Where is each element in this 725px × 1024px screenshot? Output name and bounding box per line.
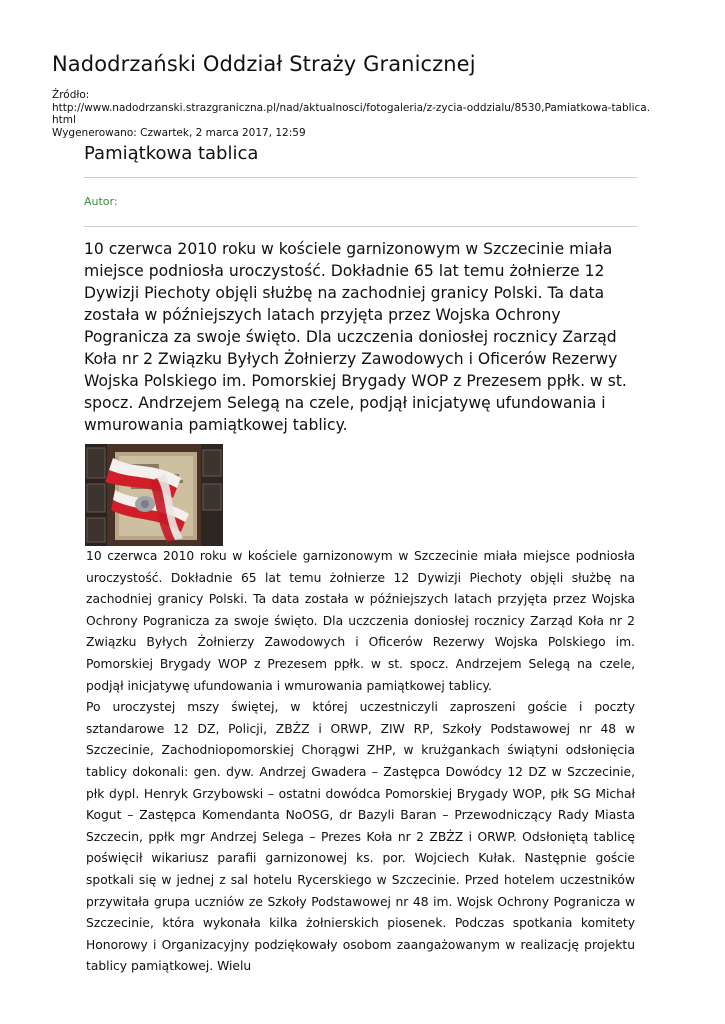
article-body xyxy=(86,546,635,978)
plaque-photo-graphic xyxy=(85,444,223,546)
body-paragraph: 10 czerwca 2010 roku w kościele garnizonowym w Szczecinie miała miejsce podniosła uroczystość. Dokładnie 65 lat temu żołnierze 12 Dywizji Piechoty objęli służbę na zachodniej granicy Polski. Ta data została w późniejszych latach przyjęta przez Wojska Ochrony Pogranicza za swoje święto. Dla uczczenia doniosłej rocznicy Zarząd Koła nr 2 Związku Byłych Żołnierzy Zawodowych i Oficerów Rezerwy Wojska Polskiego im. Pomorskiej Brygady WOP z Prezesem ppłk. w st. spocz. Andrzejem Selegą na czele, podjął inicjatywę ufundowania i wmurowania pamiątkowej tablicy. xyxy=(86,549,635,693)
author-label: Autor: xyxy=(84,195,118,208)
body-paragraph: Po uroczystej mszy świętej, w której uczestniczyli zaproszeni goście i poczty sztandarowe 12 DZ, Policji, ZBŻZ i ORWP, ZIW RP, Szkoły Podstawowej nr 48 w Szczecinie, Zachodniopomorskiej Chorągwi ZHP, w krużgankach świątyni odsłonięcia tablicy dokonali: gen. dyw. Andrzej Gwadera – Zastępca Dowódcy 12 DZ w Szczecinie, płk dypl. Henryk Grzybowski – ostatni dowódca Pomorskiej Brygady WOP, płk SG Michał Kogut – Zastępca Komendanta NoOSG, dr Bazyli Baran – Przewodniczący Rady Miasta Szczecin, ppłk mgr Andrzej Selega – Prezes Koła nr 2 ZBŻZ i ORWP. Odsłoniętą tablicę poświęcił wikariusz parafii garnizonowej ks. por. Wojciech Kułak. Następnie goście spotkali się w jednej z sal hotelu Rycerskiego w Szczecinie. Przed hotelem uczestników przywitała grupa uczniów ze Szkoły Podstawowej nr 48 im. Wojsk Ochrony Pogranicza w Szczecinie, która wykonała kilka żołnierskich piosenek. Podczas spotkania komitety Honorowy i Organizacyjny podziękowały osobom zaangażowanym w realizację projektu tablicy pamiątkowej. Wielu xyxy=(86,700,635,974)
divider xyxy=(84,177,637,178)
source-label: Źródło: xyxy=(52,89,90,101)
article-lead: 10 czerwca 2010 roku w kościele garnizonowym w Szczecinie miała miejsce podniosła uroczystość. Dokładnie 65 lat temu żołnierze 12 Dywizji Piechoty objęli służbę na zachodniej granicy Polski. Ta data została w późniejszych latach przyjęta przez Wojska Ochrony Pogranicza za swoje święto. Dla uczczenia doniosłej rocznicy Zarząd Koła nr 2 Związku Byłych Żołnierzy Zawodowych i Oficerów Rezerwy Wojska Polskiego im. Pomorskiej Brygady WOP z Prezesem ppłk. w st. spocz. Andrzejem Selegą na czele, podjął inicjatywę ufundowania i wmurowania pamiątkowej tablicy. xyxy=(84,240,627,434)
divider xyxy=(84,226,637,227)
source-url-cont[interactable]: html xyxy=(52,114,76,126)
article-photo[interactable] xyxy=(85,444,223,546)
article-title: Pamiątkowa tablica xyxy=(84,143,259,164)
source-url[interactable]: http://www.nadodrzanski.strazgraniczna.pl/nad/aktualnosci/fotogaleria/z-zycia-oddzialu/8530,Pamiatkowa-tablica. xyxy=(52,101,651,114)
source-meta xyxy=(52,89,692,139)
generated-timestamp: Wygenerowano: Czwartek, 2 marca 2017, 12:59 xyxy=(52,126,306,139)
site-title: Nadodrzański Oddział Straży Granicznej xyxy=(52,52,476,76)
